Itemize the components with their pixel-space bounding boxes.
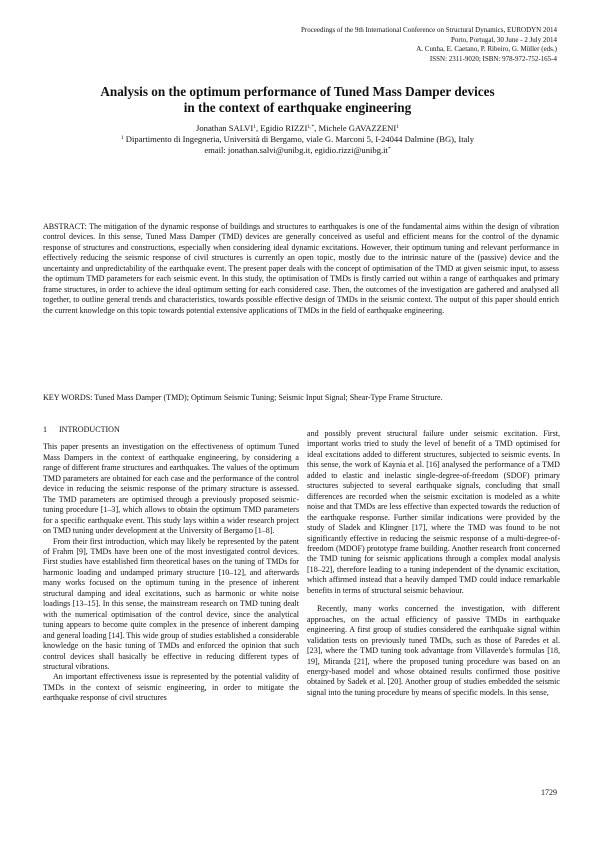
- proceedings-line: ISSN: 2311-9020; ISBN: 978-972-752-165-4: [429, 54, 557, 63]
- title-line: Analysis on the optimum performance of Tuned Mass Damper devices: [100, 84, 495, 99]
- contact-email: [40, 145, 555, 156]
- affiliation: [40, 134, 555, 145]
- author-name: , Egidio RIZZI: [255, 123, 308, 133]
- paragraph: This paper presents an investigation on the effectiveness of optimum Tuned Mass Dampers in the context of earthquake engineering, by considering a range of different frame structures and earthquakes. The values of the optimum TMD parameters are obtained for each case and the performance of the control device in reducing the seismic response of the primary structure is assessed. The TMD parameters are optimised through a previously proposed seismic-tuning procedure [1–3], which allows to obtain the optimum TMD parameters for a specific earthquake event. This study lays within a wider research project on TMD tuning under development at the University of Bergamo [1–8].: [43, 442, 299, 536]
- author-block: [40, 123, 555, 156]
- keywords: KEY WORDS: Tuned Mass Damper (TMD); Optimum Seismic Tuning; Seismic Input Signal; Shear-Type Frame Structure.: [43, 393, 443, 402]
- email-text: email: jonathan.salvi@unibg.it, egidio.rizzi@unibg.it: [204, 145, 388, 155]
- author-list: [40, 123, 555, 134]
- left-column: [43, 425, 299, 704]
- section-heading: [43, 425, 299, 435]
- section-number: 1: [43, 425, 48, 434]
- proceedings-line: Proceedings of the 9th International Conference on Structural Dynamics, EURODYN 2014: [300, 26, 557, 34]
- proceedings-line: Porto, Portugal, 30 June - 2 July 2014: [451, 35, 557, 44]
- proceedings-line: A. Cunha, E. Caetano, P. Ribeiro, G. Müller (eds.): [416, 45, 557, 54]
- affiliation-text: Dipartimento di Ingegneria, Università di Bergamo, viale G. Marconi 5, I-24044 Dalmine (BG), Italy: [123, 134, 475, 144]
- paragraph: and possibly prevent structural failure under seismic excitation. First, important works tried to study the level of benefit of a TMD optimised for ideal excitations added to different structures, subjected to seismic events. In this sense, the work of Kaynia et al. [16] analysed the performance of a TMD added to elastic and inelastic single-degree-of-freedom (SDOF) primary structures subjected to several earthquake signals, concluding that small differences are recorded when the seismic excitation is modeled as a white noise and that TMDs are less effective than expected towards the reduction of the earthquake response. Further similar indications were provided by the study of Sladek and Klingner [17], where the TMD was found to be not significantly effective in reducing the seismic response of a multi-degree-of-freedom (MDOF) prototype frame building. Another research front concerned the TMD tuning for seismic applications through a complex modal analysis [18–22], therefore leading to a tuning independent of the dynamic excitation, which affirmed instead that a heavily damped TMD could induce remarkable benefits in terms of structural seismic behaviour.: [307, 429, 560, 595]
- affiliation-marker: 1: [253, 124, 256, 130]
- affiliation-marker: 1: [120, 135, 124, 141]
- author-name: , Michele GAVAZZENI: [314, 123, 397, 133]
- paragraph: Recently, many works concerned the investigation, with different approaches, on the actual efficiency of passive TMDs in earthquake engineering. A first group of studies considered the earthquake signal within validation tests on previously tuned TMDs, such as those of Paredes et al. [23], where the TMD tuning took advantage from Villaverde's formulas [18, 19], Miranda [21], where the proposed tuning procedure was based on an energy-based model and whose obtained results confirmed those positive obtained by Sadek et al. [20]. Another group of studies embedded the seismic signal into the tuning procedure by means of specific models. In this sense,: [307, 604, 560, 697]
- affiliation-marker: 1,*: [307, 124, 315, 130]
- right-column: [307, 429, 560, 698]
- corresponding-marker: *: [387, 146, 391, 152]
- section-title: INTRODUCTION: [59, 425, 120, 434]
- author-name: Jonathan SALVI: [196, 123, 254, 133]
- abstract: ABSTRACT: The mitigation of the dynamic response of buildings and structures to earthquakes is one of the fundamental aims within the design of vibration control devices. In this sense, Tuned Mass Damper (TMD) devices are generally conceived as useful and efficient means for the control of the dynamic response of structures and constructions, especially when considering ideal dynamic excitations. However, their optimum tuning and relevant performance in effectively reducing the seismic response of civil structures is currently an open topic, mostly due to the intrinsic nature of the (passive) device and the uncertainty and unpredictability of the earthquake event. The present paper deals with the concept of optimisation of the TMD at given seismic input, to assess the optimum TMD parameters for each seismic event. In this study, the optimisation of TMDs is firstly carried out within a range of earthquakes and primary frame structures, in order to achieve the ideal optimum setting for each considered case. Then, the outcomes of the investigation are gathered and analysed all together, to outline general trends and characteristics, towards possible effective design of TMDs in the seismic context. The output of this paper should enrich the current knowledge on this topic towards potential extensive applications of TMDs in the field of earthquake engineering.: [43, 222, 559, 315]
- title-line: in the context of earthquake engineering: [183, 99, 412, 115]
- paragraph: From their first introduction, which may likely be represented by the patent of Frahm [9], TMDs have been one of the most investigated control devices. First studies have established firm theoretical bases on the tuning of TMDs for harmonic loading and undamped primary structure [10–12], and afterwards many works focused on the optimum tuning in the presence of inherent structural damping and ideal excitations, such as harmonic or white noise loadings [13–15]. In this sense, the mainstream research on TMD tuning dealt with the numerical optimisation of the control device, since the analytical tuning appears to become quite complex in the presence of inherent damping and general loading [14]. This wide group of studies established a considerable knowledge on the basic tuning of TMDs and enforced the opinion that such control devices shall basically be effective in reducing different types of structural vibrations.: [43, 536, 299, 671]
- paper-title: [40, 84, 555, 115]
- page-number: 1729: [541, 788, 557, 797]
- paragraph: An important effectiveness issue is represented by the potential validity of TMDs in the context of seismic engineering, in order to mitigate the earthquake response of civil structures: [43, 672, 299, 703]
- proceedings-header: [227, 26, 557, 64]
- affiliation-marker: 1: [396, 124, 399, 130]
